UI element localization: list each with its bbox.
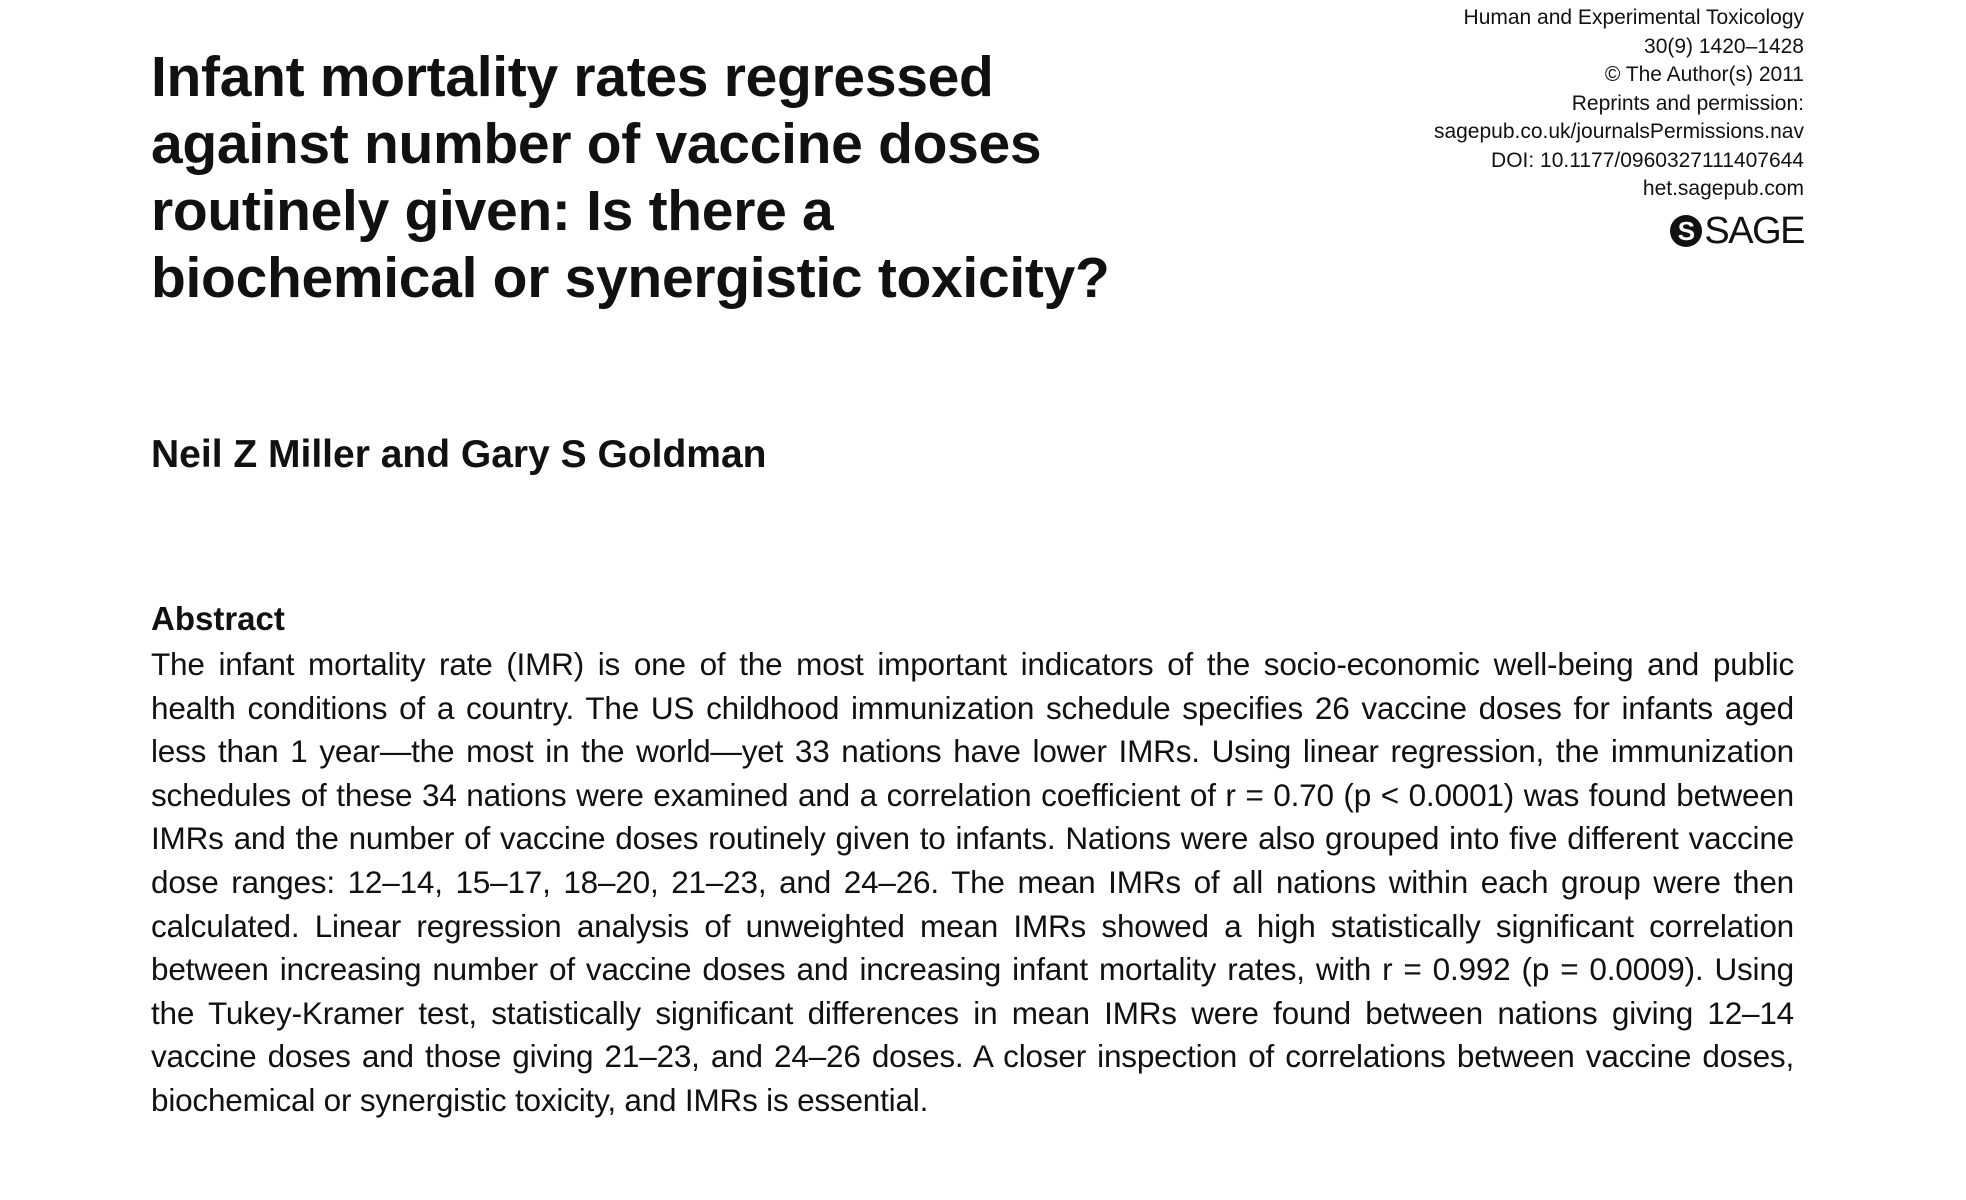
sage-logo-text: SAGE bbox=[1704, 210, 1804, 252]
journal-volume-pages: 30(9) 1420–1428 bbox=[1644, 34, 1804, 58]
abstract-body: The infant mortality rate (IMR) is one of the most important indicators of the socio-economic well-being and public health conditions of a country. The US childhood immunization schedule specifies 26 vaccine doses for infants aged less than 1 year—the most in the world—yet 33 nations have lower IMRs. Using linear regression, the immunization schedules of these 34 nations were examined and a correlation coefficient of r = 0.70 (p < 0.0001) was found between IMRs and the number of vaccine doses routinely given to infants. Nations were also grouped into five different vaccine dose ranges: 12–14, 15–17, 18–20, 21–23, and 24–26. The mean IMRs of all nations within each group were then calculated. Linear regression analysis of unweighted mean IMRs showed a high statistically significant correlation between increasing number of vaccine doses and increasing infant mortality rates, with r = 0.992 (p = 0.0009). Using the Tukey-Kramer test, statistically significant differences in mean IMRs were found between nations giving 12–14 vaccine doses and those giving 21–23, and 24–26 doses. A closer inspection of correlations between vaccine doses, biochemical or synergistic toxicity, and IMRs is essential. bbox=[151, 646, 1794, 1118]
journal-name: Human and Experimental Toxicology bbox=[1463, 6, 1804, 29]
journal-doi: DOI: 10.1177/0960327111407644 bbox=[1491, 148, 1804, 172]
abstract-heading: Abstract bbox=[151, 600, 285, 637]
paper-title: Infant mortality rates regressed against number of vaccine doses routinely given: Is there a biochemical or synergistic toxicity? bbox=[151, 45, 1110, 310]
journal-site: het.sagepub.com bbox=[1642, 177, 1804, 200]
sage-s-icon: S bbox=[1670, 215, 1702, 247]
journal-meta bbox=[1244, 4, 1804, 204]
journal-reprints: Reprints and permission: bbox=[1571, 91, 1804, 115]
paper-authors: Neil Z Miller and Gary S Goldman bbox=[151, 433, 767, 476]
journal-copyright: © The Author(s) 2011 bbox=[1604, 63, 1804, 86]
journal-permissions-url: sagepub.co.uk/journalsPermissions.nav bbox=[1433, 120, 1804, 143]
sage-logo bbox=[1670, 208, 1804, 254]
